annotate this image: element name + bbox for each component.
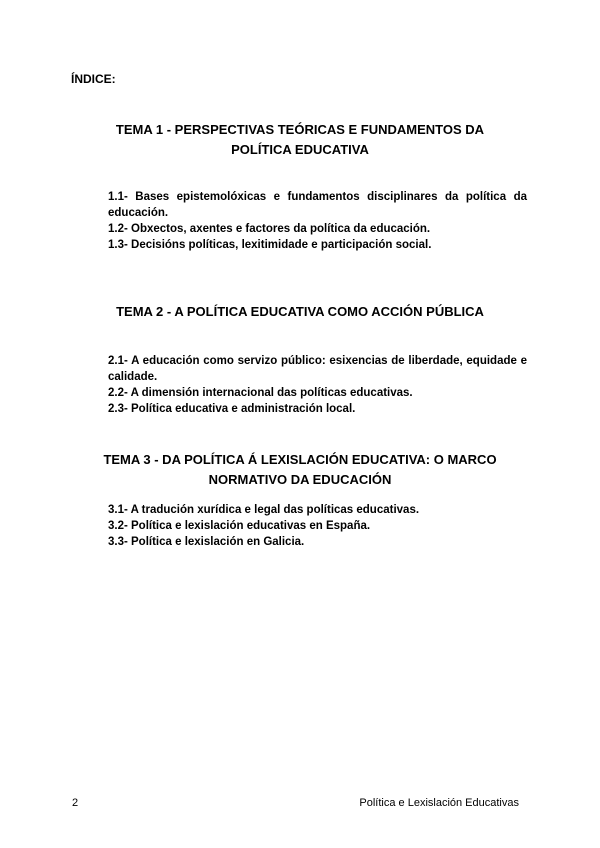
list-item: 1.3- Decisións políticas, lexitimidade e participación social. (108, 239, 432, 251)
list-item: 3.3- Política e lexislación en Galicia. (108, 536, 305, 548)
list-item: 3.1- A tradución xurídica e legal das políticas educativas. (108, 504, 420, 516)
tema-1-items (108, 189, 527, 253)
tema-2-title (70, 302, 530, 322)
page-number: 2 (72, 797, 79, 809)
list-item: 3.2- Política e lexislación educativas en España. (108, 520, 371, 532)
tema-3-items (108, 502, 527, 550)
footer-document-title: Política e Lexislación Educativas (359, 797, 519, 809)
list-item: 2.3- Política educativa e administración local. (108, 403, 356, 415)
list-item: 2.1- A educación como servizo público: esixencias de liberdade, equidade e calidade. (108, 355, 527, 383)
tema-3-title (70, 450, 530, 490)
tema-1-title-line-2: POLÍTICA EDUCATIVA (231, 142, 369, 157)
tema-3-title-line-1: TEMA 3 - DA POLÍTICA Á LEXISLACIÓN EDUCATIVA: O MARCO (103, 452, 497, 467)
list-item: 1.1- Bases epistemolóxicas e fundamentos disciplinares da política da educación. (108, 191, 527, 219)
tema-2-items (108, 353, 527, 417)
tema-1-title-line-1: TEMA 1 - PERSPECTIVAS TEÓRICAS E FUNDAMENTOS DA (115, 122, 485, 137)
index-heading: ÍNDICE: (71, 72, 116, 86)
tema-2-title-line-1: TEMA 2 - A POLÍTICA EDUCATIVA COMO ACCIÓN PÚBLICA (116, 304, 484, 319)
tema-3-title-line-2: NORMATIVO DA EDUCACIÓN (208, 472, 392, 487)
tema-1-title (70, 120, 530, 160)
list-item: 2.2- A dimensión internacional das políticas educativas. (108, 387, 413, 399)
list-item: 1.2- Obxectos, axentes e factores da política da educación. (108, 223, 431, 235)
